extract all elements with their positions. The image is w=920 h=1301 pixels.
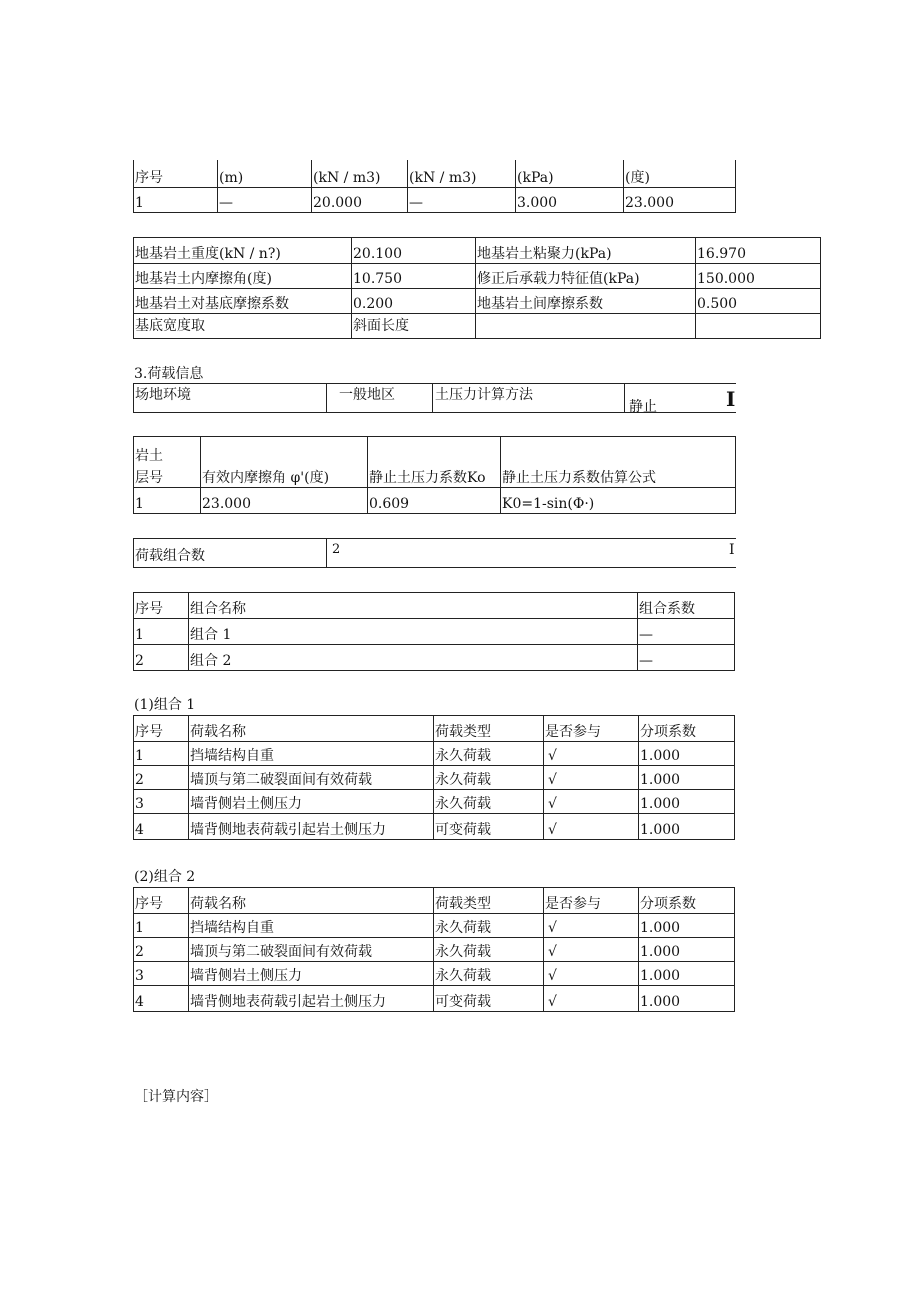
table-cell: 3 bbox=[134, 790, 189, 814]
table-cell: 永久荷载 bbox=[434, 766, 544, 790]
method-mark: I bbox=[726, 387, 736, 411]
cell-divider bbox=[326, 539, 327, 567]
table-cell: 基底宽度取 bbox=[134, 314, 352, 339]
table-row bbox=[134, 790, 735, 814]
table-cell: — bbox=[638, 645, 735, 671]
table-cell: 1.000 bbox=[639, 814, 735, 840]
cell-divider bbox=[432, 384, 433, 412]
table-cell: √ bbox=[544, 962, 639, 986]
table-row bbox=[134, 986, 735, 1012]
table-cell: 2 bbox=[134, 938, 189, 962]
combo-count-row bbox=[133, 538, 736, 568]
header-line: 岩土 bbox=[135, 448, 163, 464]
env-label: 场地环境 bbox=[135, 387, 191, 403]
table-cell: √ bbox=[544, 986, 639, 1012]
header-cell: 有效内摩擦角 φ'(度) bbox=[201, 437, 368, 488]
header-cell: 序号 bbox=[134, 593, 189, 619]
table-cell: 1.000 bbox=[639, 914, 735, 938]
table-cell: 永久荷载 bbox=[434, 790, 544, 814]
header-cell: (kN / m3) bbox=[312, 160, 408, 187]
header-line: 层号 bbox=[135, 470, 163, 486]
table-cell: K0=1-sin(Φ·) bbox=[501, 488, 736, 514]
header-cell bbox=[134, 437, 201, 488]
table-row bbox=[134, 238, 821, 264]
table-row bbox=[134, 814, 735, 840]
table-cell: √ bbox=[544, 766, 639, 790]
table-cell: 16.970 bbox=[696, 238, 821, 264]
table-cell: 墙顶与第二破裂面间有效荷载 bbox=[189, 938, 434, 962]
table-row bbox=[134, 314, 821, 339]
table-cell: 0.500 bbox=[696, 289, 821, 314]
table-cell: 1.000 bbox=[639, 938, 735, 962]
combo-count-mark: I bbox=[729, 542, 735, 558]
table-row bbox=[134, 645, 735, 671]
table-cell: 挡墙结构自重 bbox=[189, 914, 434, 938]
table-cell: 地基岩土对基底摩擦系数 bbox=[134, 289, 352, 314]
combo2-title: (2)组合 2 bbox=[134, 869, 196, 885]
table-cell: 墙背侧地表荷载引起岩土侧压力 bbox=[189, 986, 434, 1012]
combo-count-value: 2 bbox=[332, 542, 341, 557]
table-cell: 3.000 bbox=[516, 187, 624, 212]
table-cell: 地基岩土粘聚力(kPa) bbox=[476, 238, 696, 264]
table-cell: 23.000 bbox=[624, 187, 736, 212]
table-header-row bbox=[134, 160, 736, 187]
table-cell: 4 bbox=[134, 986, 189, 1012]
table-cell: — bbox=[408, 187, 516, 212]
table-cell: 地基岩土内摩擦角(度) bbox=[134, 264, 352, 289]
table-cell: √ bbox=[544, 790, 639, 814]
table-cell: 1.000 bbox=[639, 742, 735, 766]
table-cell: 1.000 bbox=[639, 986, 735, 1012]
table-cell: 1 bbox=[134, 914, 189, 938]
header-cell: 静止土压力系数Ko bbox=[368, 437, 501, 488]
header-cell: 序号 bbox=[134, 716, 189, 742]
section-title-load-info: 3.荷载信息 bbox=[134, 366, 204, 382]
header-cell: 荷载类型 bbox=[434, 888, 544, 914]
combo-count-label: 荷载组合数 bbox=[135, 548, 205, 564]
table-cell: 1.000 bbox=[639, 766, 735, 790]
header-cell: 荷载类型 bbox=[434, 716, 544, 742]
table-cell bbox=[696, 314, 821, 339]
table-header-row bbox=[134, 716, 735, 742]
table-cell: 0.200 bbox=[352, 289, 476, 314]
header-cell: 分项系数 bbox=[639, 716, 735, 742]
table-header-row bbox=[134, 437, 736, 488]
table-header-row bbox=[134, 593, 735, 619]
header-cell: (m) bbox=[218, 160, 312, 187]
method-label: 土压力计算方法 bbox=[435, 387, 533, 403]
table-cell: 斜面长度 bbox=[352, 314, 476, 339]
table-cell: 可变荷载 bbox=[434, 814, 544, 840]
method-value: 静止 bbox=[629, 399, 657, 415]
table-cell: 1 bbox=[134, 619, 189, 645]
table-cell: 墙顶与第二破裂面间有效荷载 bbox=[189, 766, 434, 790]
calc-content-heading: ［计算内容］ bbox=[134, 1089, 218, 1105]
env-value: 一般地区 bbox=[339, 387, 395, 403]
table-cell: 修正后承载力特征值(kPa) bbox=[476, 264, 696, 289]
header-cell: (度) bbox=[624, 160, 736, 187]
table-cell: 永久荷载 bbox=[434, 938, 544, 962]
table-row bbox=[134, 766, 735, 790]
table-cell: √ bbox=[544, 938, 639, 962]
table-cell: 0.609 bbox=[368, 488, 501, 514]
table-cell: 1 bbox=[134, 742, 189, 766]
table-cell: 1 bbox=[134, 187, 218, 212]
header-cell: 静止土压力系数估算公式 bbox=[501, 437, 736, 488]
table-cell: √ bbox=[544, 742, 639, 766]
combo2-table bbox=[133, 887, 735, 1012]
table-cell: 10.750 bbox=[352, 264, 476, 289]
foundation-soil-table bbox=[133, 237, 821, 339]
header-cell: 是否参与 bbox=[544, 716, 639, 742]
table-row bbox=[134, 488, 736, 514]
table-row bbox=[134, 914, 735, 938]
combo1-table bbox=[133, 715, 735, 840]
header-cell: 荷载名称 bbox=[189, 716, 434, 742]
table-row bbox=[134, 289, 821, 314]
combination-table bbox=[133, 592, 735, 671]
table-cell: 20.100 bbox=[352, 238, 476, 264]
header-cell: 序号 bbox=[134, 888, 189, 914]
header-cell: 组合系数 bbox=[638, 593, 735, 619]
table-cell: 2 bbox=[134, 766, 189, 790]
table-cell: 永久荷载 bbox=[434, 914, 544, 938]
header-cell: (kN / m3) bbox=[408, 160, 516, 187]
table-row bbox=[134, 619, 735, 645]
header-cell: 序号 bbox=[134, 160, 218, 187]
table-cell: 20.000 bbox=[312, 187, 408, 212]
table-cell: 永久荷载 bbox=[434, 742, 544, 766]
table-cell: 1.000 bbox=[639, 962, 735, 986]
table-cell: — bbox=[218, 187, 312, 212]
table-cell: 1 bbox=[134, 488, 201, 514]
cell-divider bbox=[326, 384, 327, 412]
table-cell: √ bbox=[544, 814, 639, 840]
table-cell: √ bbox=[544, 914, 639, 938]
table-row bbox=[134, 962, 735, 986]
table-cell: 墙背侧岩土侧压力 bbox=[189, 962, 434, 986]
table-header-row bbox=[134, 888, 735, 914]
table-cell: — bbox=[638, 619, 735, 645]
table-cell: 组合 1 bbox=[189, 619, 638, 645]
table-cell: 永久荷载 bbox=[434, 962, 544, 986]
earth-pressure-table bbox=[133, 436, 736, 514]
header-cell: 荷载名称 bbox=[189, 888, 434, 914]
table-cell: 150.000 bbox=[696, 264, 821, 289]
table-row bbox=[134, 264, 821, 289]
table-cell: 3 bbox=[134, 962, 189, 986]
table-cell: 墙背侧岩土侧压力 bbox=[189, 790, 434, 814]
table-cell: 1.000 bbox=[639, 790, 735, 814]
header-cell: (kPa) bbox=[516, 160, 624, 187]
table-cell: 组合 2 bbox=[189, 645, 638, 671]
header-cell: 是否参与 bbox=[544, 888, 639, 914]
header-cell: 组合名称 bbox=[189, 593, 638, 619]
combo1-title: (1)组合 1 bbox=[134, 697, 196, 713]
table-cell: 墙背侧地表荷载引起岩土侧压力 bbox=[189, 814, 434, 840]
table-row bbox=[134, 742, 735, 766]
table-cell: 地基岩土重度(kN / n?) bbox=[134, 238, 352, 264]
soil-layer-table bbox=[133, 160, 736, 213]
header-cell: 分项系数 bbox=[639, 888, 735, 914]
table-cell: 4 bbox=[134, 814, 189, 840]
table-cell bbox=[476, 314, 696, 339]
table-row bbox=[134, 938, 735, 962]
table-cell: 挡墙结构自重 bbox=[189, 742, 434, 766]
table-cell: 地基岩土间摩擦系数 bbox=[476, 289, 696, 314]
table-cell: 2 bbox=[134, 645, 189, 671]
table-cell: 23.000 bbox=[201, 488, 368, 514]
table-cell: 可变荷载 bbox=[434, 986, 544, 1012]
site-environment-row bbox=[133, 383, 736, 413]
table-row bbox=[134, 187, 736, 212]
cell-divider bbox=[624, 384, 625, 412]
